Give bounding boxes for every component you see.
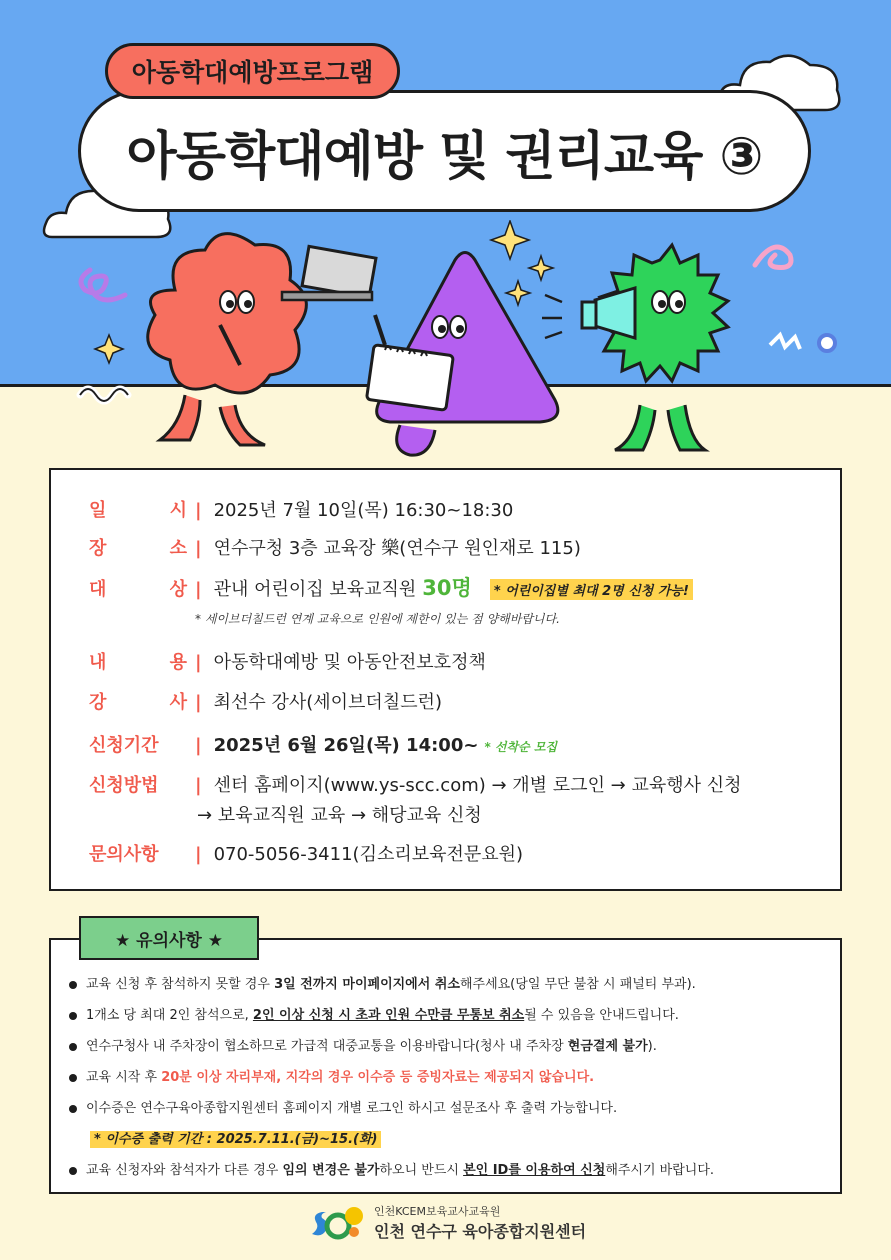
notice-item: 교육 시작 후 20분 이상 자리부재, 지각의 경우 이수증 등 증빙자료는 제공되지 않습니다. [66, 1068, 826, 1099]
content-value: 아동학대예방 및 아동안전보호정책 [213, 652, 486, 673]
notice-item: 교육 신청자와 참석자가 다른 경우 임의 변경은 불가하오니 반드시 본인 ID를 이용하여 신청해주시기 바랍니다. [66, 1161, 826, 1192]
period-label: 신청기간 [89, 735, 159, 756]
program-badge: 아동학대예방프로그램 [105, 43, 400, 99]
content-label: 내 용 [89, 652, 187, 673]
info-row-target: 대 상 | 관내 어린이집 보육교직원 30명 * 어린이집별 최대 2명 신청 가능! [89, 572, 693, 602]
notice-tab: ★ 유의사항 ★ [79, 916, 259, 960]
place-value: 연수구청 3층 교육장 樂(연수구 원인재로 115) [213, 538, 581, 559]
purple-triangle-character [366, 253, 557, 456]
date-value: 2025년 7월 10일(목) 16:30~18:30 [213, 500, 514, 521]
lecturer-label: 강 사 [89, 692, 187, 713]
footer-line2: 인천 연수구 육아종합지원센터 [374, 1222, 587, 1241]
target-count: 30명 [422, 576, 472, 600]
characters-illustration [0, 220, 891, 480]
info-row-method: 신청방법 | 센터 홈페이지(www.ys-scc.com) → 개별 로그인 → 교육행사 신청 [89, 771, 742, 797]
place-label: 장 소 [89, 538, 187, 559]
method-line2: → 보육교직원 교육 → 해당교육 신청 [197, 805, 482, 826]
info-row-contact: 문의사항 | 070-5056-3411(김소리보육전문요원) [89, 840, 523, 866]
target-highlight: * 어린이집별 최대 2명 신청 가능! [490, 579, 693, 600]
info-row-date: 일 시 | 2025년 7월 10일(목) 16:30~18:30 [89, 496, 513, 522]
contact-label: 문의사항 [89, 844, 159, 865]
target-value: 관내 어린이집 보육교직원 [213, 579, 417, 600]
notice-item: 1개소 당 최대 2인 참석으로, 2인 이상 신청 시 초과 인원 수만큼 무통보 취소될 수 있음을 안내드립니다. [66, 1006, 826, 1037]
info-row-content: 내 용 | 아동학대예방 및 아동안전보호정책 [89, 648, 486, 674]
red-flower-character [148, 234, 376, 445]
info-row-period: 신청기간 | 2025년 6월 26일(목) 14:00~ * 선착순 모집 [89, 731, 557, 757]
green-star-character [542, 245, 728, 450]
period-note: * 선착순 모집 [484, 740, 558, 754]
notice-list [66, 975, 826, 1192]
notice-item: 연수구청사 내 주차장이 협소하므로 가급적 대중교통을 이용바랍니다(청사 내 주차장 현금결제 불가). [66, 1037, 826, 1068]
method-line1: 센터 홈페이지(www.ys-scc.com) → 개별 로그인 → 교육행사 신청 [213, 775, 742, 796]
event-info-box [49, 468, 842, 891]
page-title: 아동학대예방 및 권리교육 ③ [78, 90, 811, 212]
lecturer-value: 최선수 강사(세이브더칠드런) [213, 692, 442, 713]
notice-item: 이수증은 연수구육아종합지원센터 홈페이지 개별 로그인 하시고 설문조사 후 출력 가능합니다. [66, 1099, 826, 1130]
notice-item: 교육 신청 후 참석하지 못할 경우 3일 전까지 마이페이지에서 취소해주세요(당일 무단 불참 시 패널티 부과). [66, 975, 826, 1006]
center-logo-icon [310, 1204, 366, 1242]
method-label: 신청방법 [89, 775, 159, 796]
target-note: * 세이브더칠드런 연계 교육으로 인원에 제한이 있는 점 양해바랍니다. [195, 612, 560, 626]
target-label: 대 상 [89, 579, 187, 600]
squiggle-icon [81, 270, 125, 300]
print-period-note: * 이수증 출력 기간 : 2025.7.11.(금)~15.(화) [66, 1130, 826, 1161]
info-row-method-cont [197, 801, 482, 827]
info-row-place: 장 소 | 연수구청 3층 교육장 樂(연수구 원인재로 115) [89, 534, 581, 560]
date-label: 일 시 [89, 500, 187, 521]
period-value: 2025년 6월 26일(목) 14:00~ [213, 735, 479, 756]
info-row-lecturer: 강 사 | 최선수 강사(세이브더칠드런) [89, 688, 442, 714]
footer-line1: 인천KCEM보육교사교육원 [374, 1205, 501, 1218]
footer-logo [310, 1203, 586, 1242]
contact-value: 070-5056-3411(김소리보육전문요원) [213, 844, 524, 865]
